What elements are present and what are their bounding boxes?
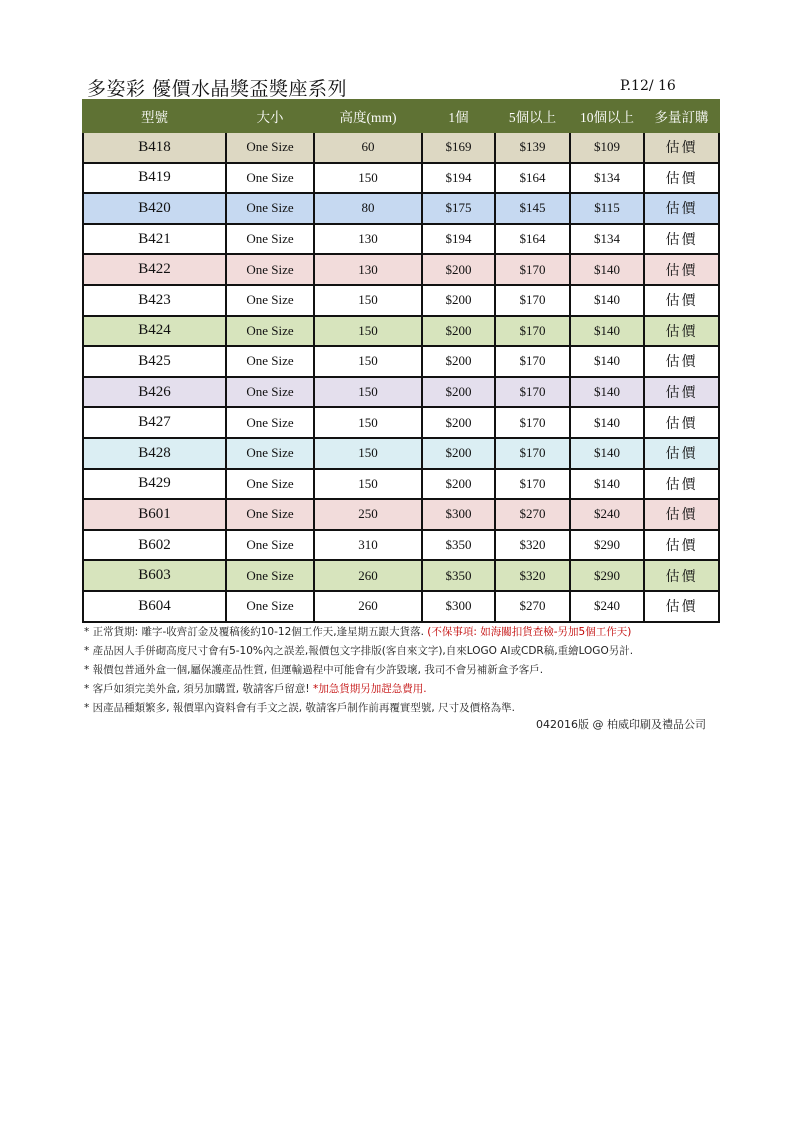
cell-bulk: 估價 [644, 316, 719, 347]
cell-price-5: $164 [495, 163, 570, 194]
cell-price-5: $170 [495, 316, 570, 347]
cell-price-1: $175 [422, 193, 495, 224]
cell-size: One Size [226, 193, 314, 224]
cell-height: 150 [314, 438, 422, 469]
cell-bulk: 估價 [644, 591, 719, 622]
cell-height: 260 [314, 591, 422, 622]
col-header-height: 高度(mm) [314, 100, 422, 132]
cell-model: B420 [83, 193, 226, 224]
cell-price-10: $240 [570, 591, 644, 622]
cell-price-5: $270 [495, 591, 570, 622]
cell-bulk: 估價 [644, 469, 719, 500]
note-tolerance [84, 642, 734, 661]
table-row [83, 346, 719, 377]
cell-model: B603 [83, 560, 226, 591]
col-header-bulk: 多量訂購 [644, 100, 719, 132]
cell-height: 150 [314, 285, 422, 316]
cell-height: 150 [314, 316, 422, 347]
cell-height: 150 [314, 377, 422, 408]
note-text: * 因產品種類繁多, 報價單內資料會有手文之誤, 敬請客戶制作前再覆實型號, 尺寸及價格為準. [84, 702, 515, 714]
cell-size: One Size [226, 346, 314, 377]
cell-price-1: $200 [422, 254, 495, 285]
cell-price-1: $200 [422, 469, 495, 500]
cell-bulk: 估價 [644, 254, 719, 285]
cell-bulk: 估價 [644, 560, 719, 591]
cell-price-10: $240 [570, 499, 644, 530]
cell-price-10: $134 [570, 163, 644, 194]
cell-price-10: $290 [570, 560, 644, 591]
cell-price-5: $170 [495, 254, 570, 285]
cell-height: 250 [314, 499, 422, 530]
cell-price-5: $170 [495, 438, 570, 469]
cell-model: B423 [83, 285, 226, 316]
col-header-price-10: 10個以上 [570, 100, 644, 132]
cell-bulk: 估價 [644, 193, 719, 224]
note-box [84, 661, 734, 680]
cell-height: 150 [314, 346, 422, 377]
cell-price-10: $140 [570, 407, 644, 438]
cell-model: B426 [83, 377, 226, 408]
cell-size: One Size [226, 499, 314, 530]
cell-price-5: $170 [495, 346, 570, 377]
cell-price-5: $145 [495, 193, 570, 224]
cell-height: 260 [314, 560, 422, 591]
note-perfect-box [84, 680, 734, 699]
table-row [83, 591, 719, 622]
cell-price-5: $170 [495, 407, 570, 438]
cell-size: One Size [226, 254, 314, 285]
cell-model: B429 [83, 469, 226, 500]
cell-height: 150 [314, 163, 422, 194]
table-row [83, 407, 719, 438]
table-row [83, 316, 719, 347]
table-row [83, 377, 719, 408]
cell-height: 60 [314, 132, 422, 163]
cell-bulk: 估價 [644, 285, 719, 316]
cell-bulk: 估價 [644, 346, 719, 377]
cell-bulk: 估價 [644, 132, 719, 163]
cell-size: One Size [226, 530, 314, 561]
cell-price-1: $300 [422, 591, 495, 622]
cell-price-10: $140 [570, 285, 644, 316]
cell-price-5: $320 [495, 530, 570, 561]
note-warning: *加急貨期另加趕急費用. [312, 683, 427, 695]
col-header-size: 大小 [226, 100, 314, 132]
table-row [83, 438, 719, 469]
cell-size: One Size [226, 407, 314, 438]
cell-price-5: $170 [495, 285, 570, 316]
page-title: 多姿彩 優價水晶獎盃獎座系列 [87, 78, 348, 100]
cell-bulk: 估價 [644, 530, 719, 561]
cell-size: One Size [226, 285, 314, 316]
table-row [83, 285, 719, 316]
cell-price-1: $200 [422, 346, 495, 377]
cell-model: B427 [83, 407, 226, 438]
table-row [83, 560, 719, 591]
cell-model: B424 [83, 316, 226, 347]
cell-size: One Size [226, 132, 314, 163]
cell-price-10: $290 [570, 530, 644, 561]
cell-size: One Size [226, 224, 314, 255]
cell-bulk: 估價 [644, 224, 719, 255]
cell-model: B604 [83, 591, 226, 622]
cell-model: B422 [83, 254, 226, 285]
table-row [83, 469, 719, 500]
cell-price-1: $169 [422, 132, 495, 163]
cell-bulk: 估價 [644, 438, 719, 469]
cell-price-10: $140 [570, 377, 644, 408]
cell-price-1: $200 [422, 377, 495, 408]
cell-height: 150 [314, 469, 422, 500]
note-warning: (不保事項: 如海關扣貨查檢-另加5個工作天) [427, 626, 632, 638]
table-header-row [83, 100, 719, 132]
cell-bulk: 估價 [644, 377, 719, 408]
cell-size: One Size [226, 560, 314, 591]
cell-size: One Size [226, 163, 314, 194]
cell-price-1: $200 [422, 316, 495, 347]
cell-price-5: $170 [495, 377, 570, 408]
cell-price-10: $140 [570, 254, 644, 285]
cell-model: B425 [83, 346, 226, 377]
cell-height: 130 [314, 254, 422, 285]
cell-price-1: $194 [422, 163, 495, 194]
cell-price-1: $200 [422, 285, 495, 316]
cell-height: 80 [314, 193, 422, 224]
cell-price-5: $170 [495, 469, 570, 500]
cell-height: 130 [314, 224, 422, 255]
cell-price-1: $200 [422, 438, 495, 469]
note-text: * 報價包普通外盒一個,屬保護產品性質, 但運輸過程中可能會有少許毀壞, 我司不會另補新盒予客戶. [84, 664, 544, 676]
cell-price-10: $140 [570, 438, 644, 469]
notes-section [84, 623, 734, 718]
table-row [83, 254, 719, 285]
cell-bulk: 估價 [644, 407, 719, 438]
cell-price-5: $320 [495, 560, 570, 591]
cell-size: One Size [226, 377, 314, 408]
table-row [83, 530, 719, 561]
cell-price-10: $134 [570, 224, 644, 255]
note-delivery [84, 623, 734, 642]
table-row [83, 193, 719, 224]
cell-price-1: $350 [422, 530, 495, 561]
cell-model: B601 [83, 499, 226, 530]
cell-price-10: $140 [570, 469, 644, 500]
cell-size: One Size [226, 591, 314, 622]
cell-model: B428 [83, 438, 226, 469]
table-row [83, 499, 719, 530]
cell-model: B419 [83, 163, 226, 194]
col-header-price-1: 1個 [422, 100, 495, 132]
cell-price-1: $200 [422, 407, 495, 438]
cell-price-5: $270 [495, 499, 570, 530]
table-row [83, 163, 719, 194]
cell-price-5: $139 [495, 132, 570, 163]
cell-price-10: $140 [570, 346, 644, 377]
col-header-model: 型號 [83, 100, 226, 132]
cell-bulk: 估價 [644, 163, 719, 194]
price-table [82, 99, 720, 623]
cell-height: 150 [314, 407, 422, 438]
cell-height: 310 [314, 530, 422, 561]
note-text: * 正常貨期: 雕字-收齊訂金及覆稿後約10-12個工作天,逢星期五跟大貨落. [84, 626, 428, 638]
cell-price-10: $115 [570, 193, 644, 224]
cell-price-10: $140 [570, 316, 644, 347]
cell-model: B602 [83, 530, 226, 561]
cell-price-1: $194 [422, 224, 495, 255]
cell-size: One Size [226, 469, 314, 500]
cell-size: One Size [226, 316, 314, 347]
cell-size: One Size [226, 438, 314, 469]
table-row [83, 224, 719, 255]
cell-price-10: $109 [570, 132, 644, 163]
cell-price-1: $300 [422, 499, 495, 530]
cell-bulk: 估價 [644, 499, 719, 530]
note-text: * 產品因人手併砌高度尺寸會有5-10%內之誤差,報價包文字排版(客自來文字),自來LOGO AI或CDR稿,重繪LOGO另計. [84, 645, 634, 657]
cell-model: B421 [83, 224, 226, 255]
footer-credit: 042016版 @ 柏威印刷及禮品公司 [536, 718, 706, 731]
cell-model: B418 [83, 132, 226, 163]
col-header-price-5: 5個以上 [495, 100, 570, 132]
page-number: P.12/ 16 [620, 78, 676, 94]
note-text: * 客戶如須完美外盒, 須另加購置, 敬請客戶留意! [84, 683, 313, 695]
cell-price-5: $164 [495, 224, 570, 255]
cell-price-1: $350 [422, 560, 495, 591]
table-row [83, 132, 719, 163]
